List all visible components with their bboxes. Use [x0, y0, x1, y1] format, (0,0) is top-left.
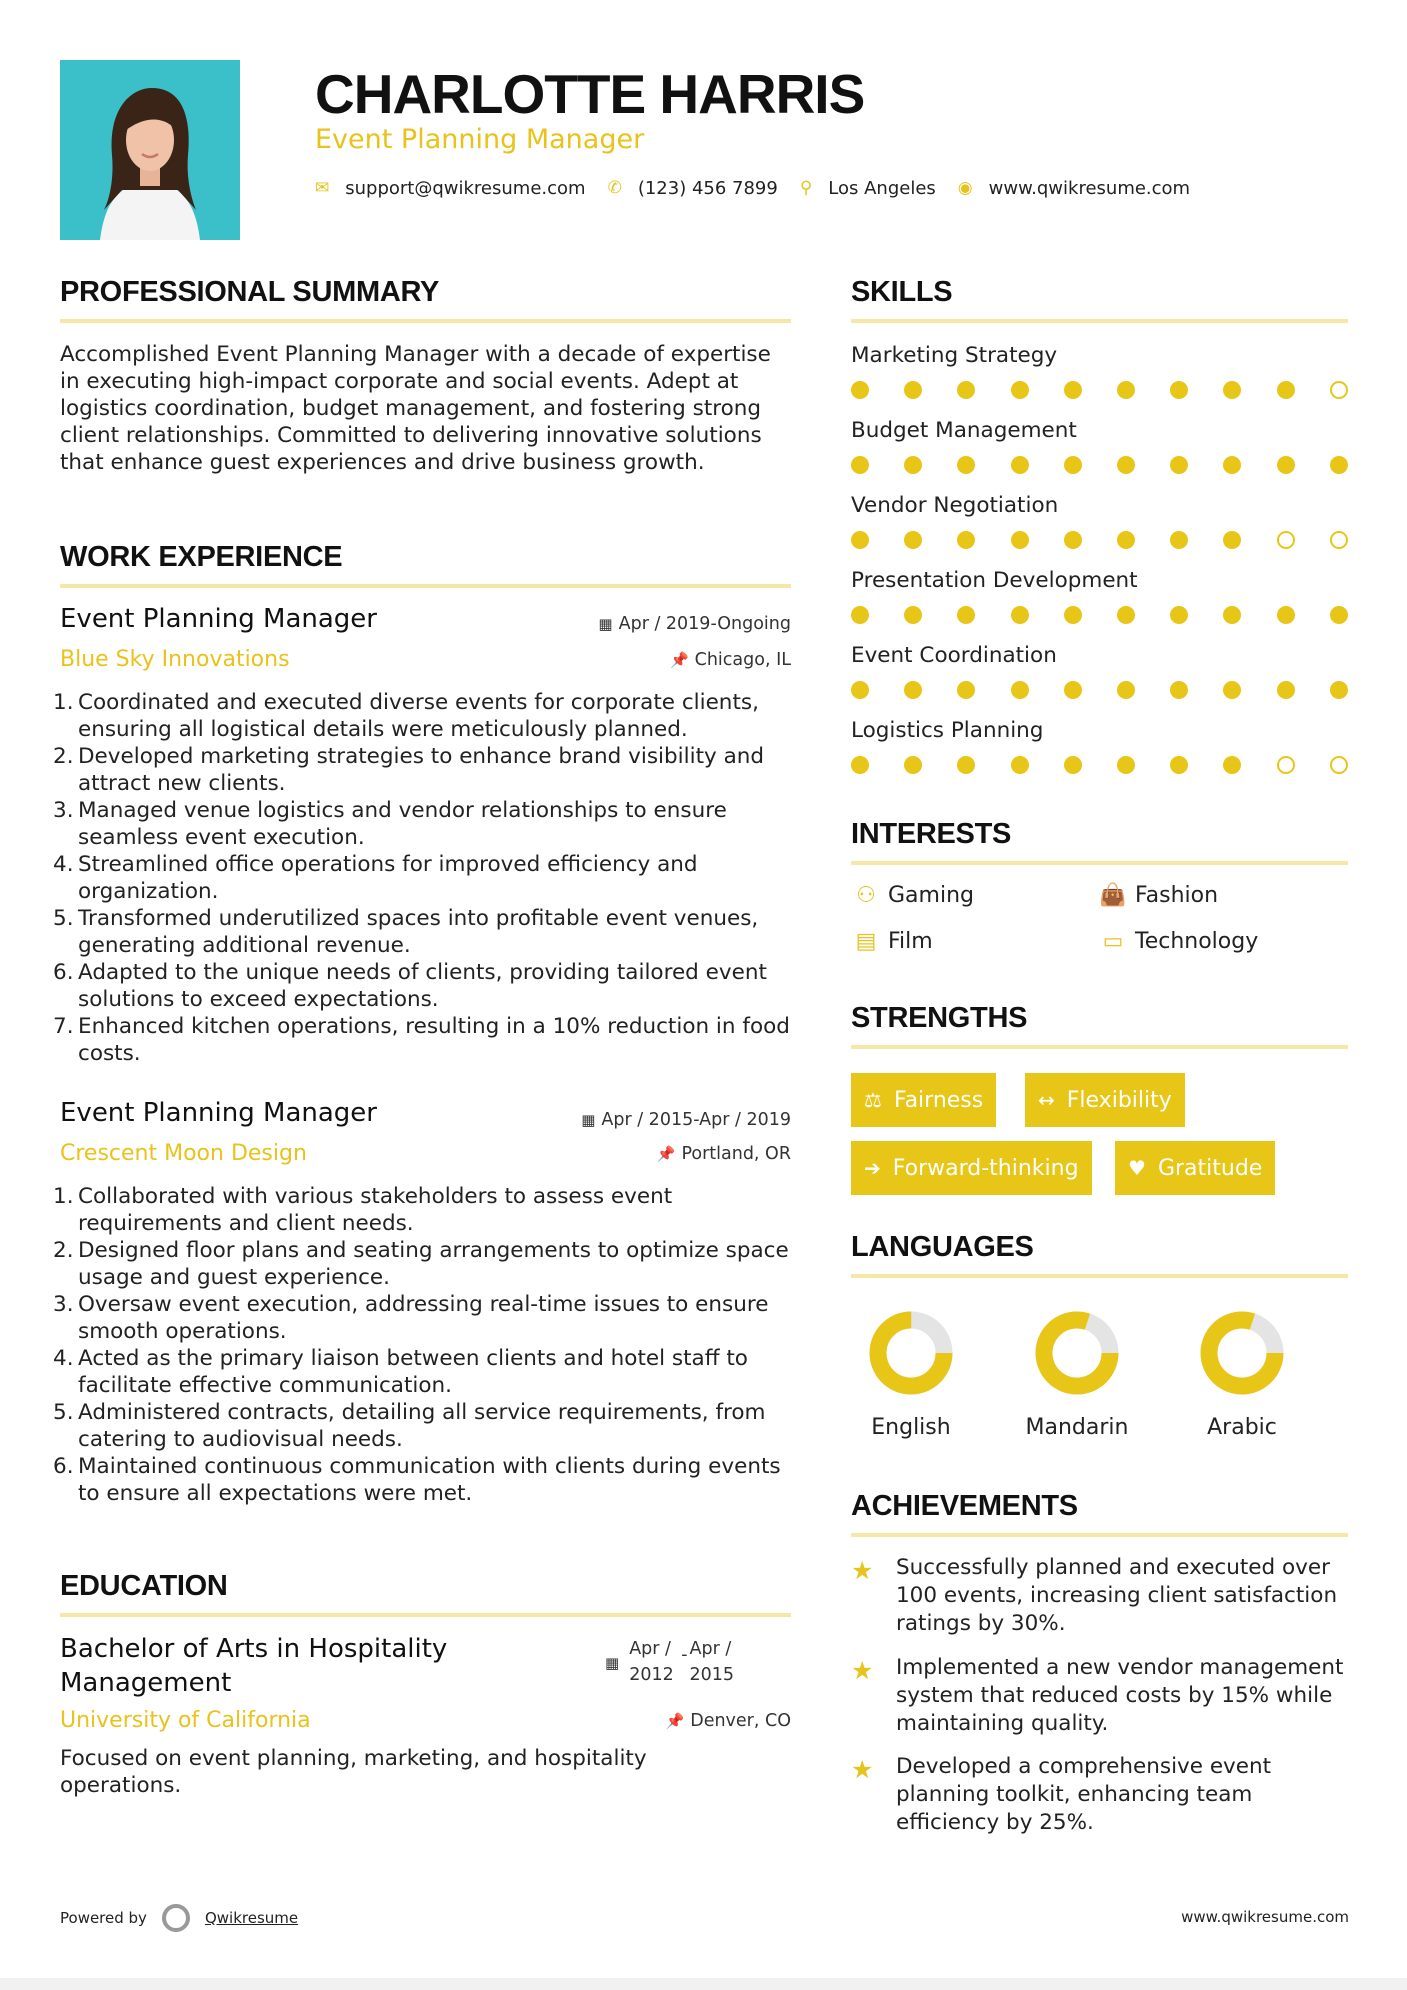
skill-label: Vendor Negotiation	[851, 493, 1059, 518]
contact-email[interactable]	[315, 178, 586, 199]
skill-rating	[851, 456, 1348, 476]
skill-rating	[851, 531, 1348, 551]
candidate-name: CHARLOTTE HARRIS	[315, 63, 865, 125]
pushpin-icon: 📌	[669, 651, 689, 669]
rating-dot-filled	[1277, 456, 1295, 474]
strength-label: Gratitude	[1157, 1155, 1263, 1181]
rating-dot-filled	[1011, 681, 1029, 699]
education-description: Focused on event planning, marketing, and hospitality operations.	[60, 1746, 647, 1798]
star-icon: ★	[851, 1556, 874, 1585]
candidate-role: Event Planning Manager	[315, 124, 645, 155]
skill-rating	[851, 606, 1348, 626]
calendar-icon: ▦	[598, 615, 613, 633]
job-location	[670, 650, 791, 670]
job-title: Event Planning Manager	[60, 604, 377, 634]
footer-url[interactable]: www.qwikresume.com	[1181, 1908, 1349, 1926]
achievements-heading: ACHIEVEMENTS	[851, 1490, 1078, 1522]
rating-dot-filled	[1170, 681, 1188, 699]
rating-dot-empty	[1277, 531, 1295, 549]
job-date-text: Apr / 2019-Ongoing	[618, 614, 791, 634]
rating-dot-filled	[904, 756, 922, 774]
rating-dot-filled	[1117, 606, 1135, 624]
strength-tag	[851, 1073, 996, 1127]
contact-website[interactable]	[958, 178, 1190, 199]
education-date	[605, 1636, 736, 1688]
rating-dot-filled	[957, 756, 975, 774]
list-item: Streamlined office operations for improved efficiency and organization.	[78, 852, 698, 904]
skills-rule	[851, 319, 1348, 323]
job-location-text: Portland, OR	[681, 1144, 791, 1164]
rating-dot-filled	[851, 756, 869, 774]
language-label: Arabic	[1207, 1415, 1277, 1440]
list-item: Maintained continuous communication with clients during events to ensure all expectations were met.	[78, 1454, 781, 1506]
school-location-text: Denver, CO	[690, 1711, 791, 1731]
list-item: Oversaw event execution, addressing real-time issues to ensure smooth operations.	[78, 1292, 769, 1344]
rating-dot-filled	[1064, 606, 1082, 624]
powered-by-text: Powered by	[60, 1909, 147, 1927]
rating-dot-filled	[904, 531, 922, 549]
rating-dot-filled	[1170, 756, 1188, 774]
rating-dot-filled	[1011, 531, 1029, 549]
school-location	[666, 1711, 791, 1731]
rating-dot-filled	[1064, 681, 1082, 699]
rating-dot-filled	[1117, 756, 1135, 774]
rating-dot-filled	[851, 381, 869, 399]
rating-dot-filled	[1011, 606, 1029, 624]
rating-dot-filled	[1223, 681, 1241, 699]
job-title: Event Planning Manager	[60, 1098, 377, 1128]
strength-tag	[1025, 1073, 1185, 1127]
job-company: Blue Sky Innovations	[60, 647, 290, 672]
balance-scale-icon: ⚖	[864, 1088, 882, 1112]
skills-heading: SKILLS	[851, 276, 953, 308]
rating-dot-empty	[1330, 381, 1348, 399]
interest-label: Gaming	[888, 883, 974, 908]
map-pin-icon: ⚲	[799, 178, 813, 198]
summary-text: Accomplished Event Planning Manager with a decade of expertise in executing high-impact corporate and social events. Adept at logistics coordination, budget management, and fostering strong client relationships. Committed to delivering innovative solutions that enhance guest experiences and drive business growth.	[60, 342, 771, 475]
strength-label: Flexibility	[1066, 1087, 1172, 1113]
rating-dot-filled	[1330, 681, 1348, 699]
rating-dot-filled	[1064, 381, 1082, 399]
rating-dot-filled	[1223, 606, 1241, 624]
rating-dot-filled	[1064, 456, 1082, 474]
pushpin-icon: 📌	[665, 1712, 685, 1730]
rating-dot-filled	[1064, 756, 1082, 774]
strengths-rule	[851, 1045, 1348, 1049]
rating-dot-filled	[1011, 456, 1029, 474]
interests-rule	[851, 861, 1348, 865]
achievement-item	[851, 1654, 1351, 1738]
interest-item	[851, 883, 974, 908]
job-location	[657, 1144, 791, 1164]
summary-rule	[60, 319, 791, 323]
profile-photo	[60, 60, 240, 240]
star-icon: ★	[851, 1755, 874, 1784]
rating-dot-filled	[1277, 606, 1295, 624]
education-heading: EDUCATION	[60, 1570, 228, 1602]
list-item: Transformed underutilized spaces into profitable event venues, generating additional revenue.	[78, 906, 759, 958]
experience-heading: WORK EXPERIENCE	[60, 541, 343, 573]
list-item: Administered contracts, detailing all service requirements, from catering to audiovisual needs.	[78, 1400, 766, 1452]
skill-label: Budget Management	[851, 418, 1077, 443]
achievement-text: Developed a comprehensive event planning toolkit, enhancing team efficiency by 25%.	[896, 1754, 1272, 1835]
list-item: Managed venue logistics and vendor relationships to ensure seamless event execution.	[78, 798, 727, 850]
rating-dot-filled	[851, 681, 869, 699]
calendar-icon: ▦	[581, 1111, 596, 1129]
education-rule	[60, 1613, 791, 1617]
skill-label: Marketing Strategy	[851, 343, 1058, 368]
interest-label: Technology	[1135, 929, 1259, 954]
strength-label: Fairness	[893, 1087, 984, 1113]
rating-dot-filled	[1223, 531, 1241, 549]
rating-dot-filled	[1277, 681, 1295, 699]
rating-dot-filled	[1170, 606, 1188, 624]
rating-dot-filled	[1170, 381, 1188, 399]
education-date-from: Apr / 2012	[629, 1639, 674, 1685]
rating-dot-filled	[957, 381, 975, 399]
phone-text: (123) 456 7899	[637, 178, 778, 199]
contact-bar	[315, 178, 1212, 199]
pushpin-icon: 📌	[656, 1145, 676, 1163]
rating-dot-filled	[957, 681, 975, 699]
summary-heading: PROFESSIONAL SUMMARY	[60, 276, 440, 308]
rating-dot-filled	[1117, 456, 1135, 474]
achievement-text: Successfully planned and executed over 100 events, increasing client satisfaction ratings by 30%.	[896, 1555, 1338, 1636]
interest-label: Film	[888, 929, 933, 954]
achievement-text: Implemented a new vendor management system that reduced costs by 15% while maintaining quality.	[896, 1655, 1344, 1736]
job-location-text: Chicago, IL	[694, 650, 791, 670]
list-item: Designed floor plans and seating arrangements to optimize space usage and guest experience.	[78, 1238, 789, 1290]
rating-dot-filled	[1330, 606, 1348, 624]
rating-dot-filled	[957, 456, 975, 474]
rating-dot-empty	[1330, 756, 1348, 774]
bottom-band	[0, 1978, 1407, 1990]
rating-dot-filled	[851, 606, 869, 624]
calendar-icon: ▦	[605, 1654, 620, 1672]
rating-dot-filled	[1277, 381, 1295, 399]
achievement-item	[851, 1753, 1351, 1837]
interest-item	[1098, 883, 1218, 908]
star-icon: ★	[851, 1656, 874, 1685]
experience-rule	[60, 584, 791, 588]
language-label: Mandarin	[1025, 1415, 1129, 1440]
interest-label: Fashion	[1135, 883, 1219, 908]
laptop-icon: ▭	[1102, 929, 1124, 954]
language-label: English	[871, 1415, 951, 1440]
film-icon: ▤	[855, 929, 877, 954]
location-text: Los Angeles	[828, 178, 936, 199]
rating-dot-filled	[1170, 456, 1188, 474]
skill-label: Logistics Planning	[851, 718, 1044, 743]
rating-dot-filled	[904, 456, 922, 474]
strength-label: Forward-thinking	[892, 1155, 1079, 1181]
rating-dot-filled	[1223, 756, 1241, 774]
school-name: University of California	[60, 1708, 311, 1733]
rating-dot-filled	[1223, 456, 1241, 474]
envelope-icon: ✉	[315, 178, 330, 198]
arrow-right-icon: ➔	[864, 1156, 881, 1180]
list-item: Developed marketing strategies to enhance brand visibility and attract new clients.	[78, 744, 765, 796]
rating-dot-filled	[904, 606, 922, 624]
rating-dot-filled	[904, 381, 922, 399]
rating-dot-filled	[1011, 756, 1029, 774]
rating-dot-filled	[904, 681, 922, 699]
language-donut	[866, 1308, 956, 1398]
job-company: Crescent Moon Design	[60, 1141, 307, 1166]
education-date-to: Apr / 2015	[689, 1639, 735, 1685]
rating-dot-filled	[1064, 531, 1082, 549]
degree-title: Bachelor of Arts in Hospitality Management	[60, 1634, 448, 1698]
list-item: Adapted to the unique needs of clients, providing tailored event solutions to exceed expectations.	[78, 960, 767, 1012]
rating-dot-empty	[1330, 531, 1348, 549]
skill-label: Event Coordination	[851, 643, 1057, 668]
rating-dot-filled	[1117, 531, 1135, 549]
rating-dot-filled	[1330, 456, 1348, 474]
rating-dot-filled	[1117, 681, 1135, 699]
shopping-bag-icon: 👜	[1099, 883, 1127, 908]
rating-dot-filled	[1117, 381, 1135, 399]
rating-dot-filled	[1170, 531, 1188, 549]
education-date-separator: -	[681, 1645, 688, 1665]
rating-dot-filled	[851, 456, 869, 474]
skill-rating	[851, 381, 1348, 401]
rating-dot-filled	[957, 531, 975, 549]
rating-dot-filled	[1011, 381, 1029, 399]
qwikresume-logo-icon	[162, 1904, 190, 1932]
list-item: Acted as the primary liaison between clients and hotel staff to facilitate effective communication.	[78, 1346, 748, 1398]
interests-heading: INTERESTS	[851, 818, 1012, 850]
contact-phone[interactable]	[608, 178, 778, 199]
job-date	[598, 614, 791, 634]
skill-label: Presentation Development	[851, 568, 1138, 593]
job-bullets	[60, 689, 791, 1067]
heart-icon: ♥	[1128, 1156, 1146, 1180]
languages-heading: LANGUAGES	[851, 1231, 1034, 1263]
achievements-rule	[851, 1533, 1348, 1537]
rating-dot-filled	[851, 531, 869, 549]
strengths-heading: STRENGTHS	[851, 1002, 1028, 1034]
languages-rule	[851, 1274, 1348, 1278]
strength-tag	[1115, 1141, 1275, 1195]
job-date-text: Apr / 2015-Apr / 2019	[601, 1110, 791, 1130]
phone-icon: ✆	[607, 178, 622, 198]
rating-dot-empty	[1277, 756, 1295, 774]
globe-icon: ◉	[957, 178, 973, 198]
arrows-horizontal-icon: ↔	[1038, 1088, 1055, 1112]
footer-powered-by	[60, 1904, 298, 1932]
email-text: support@qwikresume.com	[345, 178, 586, 199]
list-item: Coordinated and executed diverse events for corporate clients, ensuring all logistical details were meticulously planned.	[78, 690, 759, 742]
language-donut	[1032, 1308, 1122, 1398]
contact-location	[800, 178, 936, 199]
skill-rating	[851, 756, 1348, 776]
job-bullets	[60, 1183, 791, 1507]
skill-rating	[851, 681, 1348, 701]
strength-tag	[851, 1141, 1092, 1195]
interest-item	[1098, 929, 1258, 954]
list-item: Enhanced kitchen operations, resulting in a 10% reduction in food costs.	[78, 1014, 790, 1066]
job-date	[581, 1110, 791, 1130]
language-donut	[1197, 1308, 1287, 1398]
list-item: Collaborated with various stakeholders to assess event requirements and client needs.	[78, 1184, 673, 1236]
website-text: www.qwikresume.com	[988, 178, 1191, 199]
gamepad-icon: ⚇	[856, 883, 876, 908]
rating-dot-filled	[1223, 381, 1241, 399]
achievement-item	[851, 1554, 1351, 1638]
brand-link[interactable]: Qwikresume	[204, 1909, 299, 1927]
rating-dot-filled	[957, 606, 975, 624]
interest-item	[851, 929, 933, 954]
